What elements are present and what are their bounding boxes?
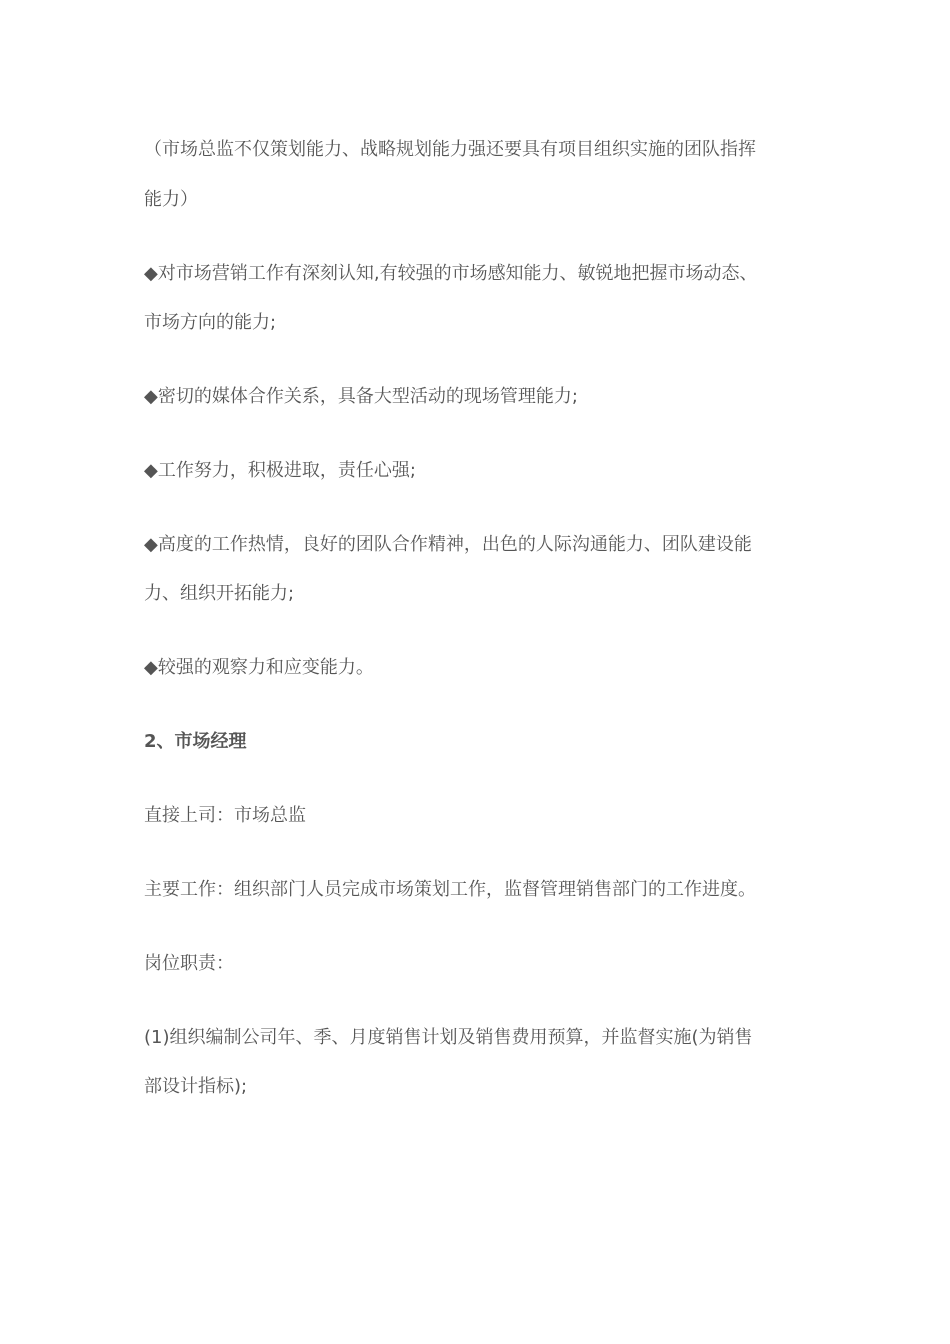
duty-item-1: (1)组织编制公司年、季、月度销售计划及销售费用预算，并监督实施(为销售 xyxy=(144,1027,753,1048)
main-work: 主要工作：组织部门人员完成市场策划工作，监督管理销售部门的工作进度。 xyxy=(144,879,756,900)
paragraph-line-1: （市场总监不仅策划能力、战略规划能力强还要具有项目组织实施的团队指挥 xyxy=(144,139,756,160)
bullet-media-relations: ◆密切的媒体合作关系，具备大型活动的现场管理能力; xyxy=(144,386,578,407)
paragraph-line-2: 能力） xyxy=(144,189,198,210)
bullet-work-attitude: ◆工作努力，积极进取，责任心强; xyxy=(144,460,416,481)
job-duties-label: 岗位职责： xyxy=(144,953,234,974)
duty-item-1-cont: 部设计指标); xyxy=(144,1076,248,1097)
direct-supervisor: 直接上司：市场总监 xyxy=(144,805,306,826)
bullet-marketing-insight: ◆对市场营销工作有深刻认知,有较强的市场感知能力、敏锐地把握市场动态、 xyxy=(144,263,758,284)
bullet-marketing-insight-cont: 市场方向的能力; xyxy=(144,312,277,333)
bullet-teamwork-cont: 力、组织开拓能力; xyxy=(144,583,295,604)
section-heading-market-manager: 2、市场经理 xyxy=(144,731,247,752)
bullet-observation: ◆较强的观察力和应变能力。 xyxy=(144,657,374,678)
bullet-teamwork: ◆高度的工作热情，良好的团队合作精神，出色的人际沟通能力、团队建设能 xyxy=(144,534,752,555)
